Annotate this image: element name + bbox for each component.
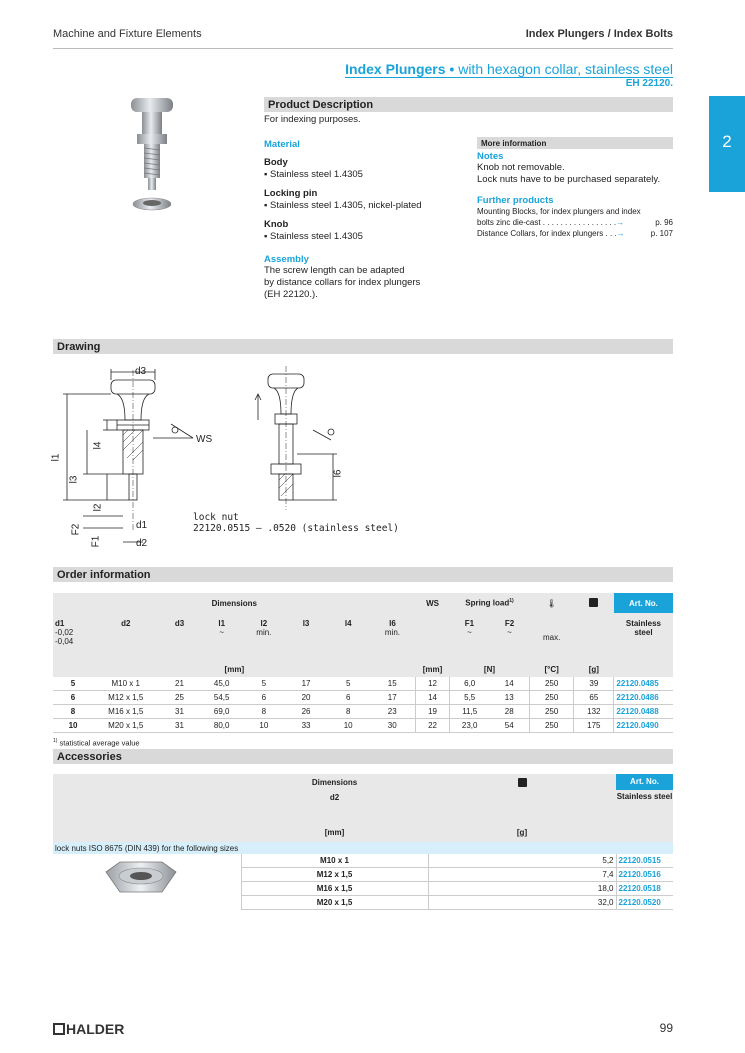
arrow-right-icon: → xyxy=(616,229,625,238)
order-col-stainless: Stainless steel xyxy=(614,613,673,661)
title-code: EH 22120. xyxy=(625,78,673,89)
acc-unit-g: [g] xyxy=(428,828,616,842)
running-header-left: Machine and Fixture Elements xyxy=(53,28,202,40)
order-cell: M10 x 1 xyxy=(93,677,158,691)
thermometer-icon: 🌡 xyxy=(530,593,574,613)
acc-cell: 32,0 xyxy=(428,896,616,910)
order-cell: 80,0 xyxy=(201,719,243,733)
order-cell: 6 xyxy=(53,691,93,705)
order-cell: 12 xyxy=(416,677,450,691)
material-block xyxy=(264,139,464,301)
order-cell: 20 xyxy=(285,691,327,705)
running-header-right: Index Plungers / Index Bolts xyxy=(525,28,673,40)
order-cell: 5 xyxy=(53,677,93,691)
product-description-bar: Product Description xyxy=(264,97,673,112)
order-cell: 22 xyxy=(416,719,450,733)
order-cell: 31 xyxy=(158,705,200,719)
product-title xyxy=(345,61,673,77)
acc-artno-link[interactable]: 22120.0516 xyxy=(616,868,673,882)
acc-head-blank xyxy=(53,774,241,828)
acc-caption: lock nuts ISO 8675 (DIN 439) for the following sizes xyxy=(53,842,673,854)
order-cell: 45,0 xyxy=(201,677,243,691)
drawing-label-F2: F2 xyxy=(70,523,82,536)
order-col-spring: Spring load$^{1)}$ xyxy=(449,593,529,613)
acc-artno-link[interactable]: 22120.0520 xyxy=(616,896,673,910)
acc-cell: 18,0 xyxy=(428,882,616,896)
order-cell: 31 xyxy=(158,719,200,733)
order-col-ws: WS xyxy=(416,593,450,613)
order-cell: 54 xyxy=(489,719,529,733)
order-col-d1: d1 -0,02 -0,04 xyxy=(53,613,93,661)
title-bullet: • xyxy=(449,61,455,77)
order-unit-mm: [mm] xyxy=(53,661,416,677)
order-cell: 26 xyxy=(285,705,327,719)
assembly-heading: Assembly xyxy=(264,254,309,265)
order-unit-C: [°C] xyxy=(530,661,574,677)
drawing-label-F1: F1 xyxy=(90,535,102,548)
header-rule xyxy=(53,48,673,49)
order-cell: 132 xyxy=(574,705,614,719)
pin-item: ▪ Stainless steel 1.4305, nickel-plated xyxy=(264,200,422,211)
title-sub: with hexagon collar, stainless steel xyxy=(458,61,673,77)
order-col-d3: d3 xyxy=(158,613,200,661)
knob-heading: Knob xyxy=(264,219,289,230)
order-col-l1: l1 ~ xyxy=(201,613,243,661)
order-artno-link[interactable]: 22120.0490 xyxy=(614,719,673,733)
order-cell: 8 xyxy=(327,705,369,719)
order-cell: 175 xyxy=(574,719,614,733)
acc-unit-mm: [mm] xyxy=(241,828,428,842)
lock-nut-photo xyxy=(98,858,184,898)
order-unit-g: [g] xyxy=(574,661,614,677)
order-cell: 25 xyxy=(158,691,200,705)
order-col-F2: F2 ~ xyxy=(489,613,529,661)
order-cell: 11,5 xyxy=(449,705,489,719)
further-link-mounting-blocks[interactable]: bolts zinc die-cast . . . . . . . . . . . . . . . . .→ p. 96 xyxy=(477,218,673,227)
acc-cell: 7,4 xyxy=(428,868,616,882)
order-group-dimensions: Dimensions xyxy=(53,593,416,613)
acc-unit-blank-2 xyxy=(616,828,673,842)
order-cell: 5,5 xyxy=(449,691,489,705)
order-cell: M20 x 1,5 xyxy=(93,719,158,733)
acc-col-artno: Art. No. Stainless steel xyxy=(616,774,673,828)
drawing-label-l4: l4 xyxy=(92,441,104,450)
order-cell: 14 xyxy=(416,691,450,705)
order-cell: 17 xyxy=(285,677,327,691)
product-purpose: For indexing purposes. xyxy=(264,114,361,125)
acc-cell: M20 x 1,5 xyxy=(241,896,428,910)
notes-heading: Notes xyxy=(477,151,504,162)
assembly-line-3: (EH 22120.). xyxy=(264,289,318,300)
further-line-1: Mounting Blocks, for index plungers and index xyxy=(477,207,641,216)
order-cell: 14 xyxy=(489,677,529,691)
weight-icon xyxy=(428,774,616,828)
order-col-ws-body xyxy=(416,613,450,661)
drawing-label-d2: d2 xyxy=(136,538,148,549)
order-cell: 10 xyxy=(327,719,369,733)
acc-col-dimensions: Dimensions d2 xyxy=(241,774,428,828)
order-cell: 39 xyxy=(574,677,614,691)
order-cell: 33 xyxy=(285,719,327,733)
drawing-label-d3: d3 xyxy=(135,366,147,377)
drawing-label-d1: d1 xyxy=(136,520,148,531)
order-col-l2: l2 min. xyxy=(243,613,285,661)
acc-cell: 5,2 xyxy=(428,854,616,868)
order-table xyxy=(53,593,673,748)
drawing-label-ws: WS xyxy=(196,434,213,445)
order-unit-N: [N] xyxy=(449,661,529,677)
order-cell: 23 xyxy=(369,705,415,719)
title-main: Index Plungers xyxy=(345,61,446,77)
order-cell: 5 xyxy=(243,677,285,691)
pin-heading: Locking pin xyxy=(264,188,318,199)
order-col-l3: l3 xyxy=(285,613,327,661)
weight-icon xyxy=(574,593,614,613)
order-col-d2: d2 xyxy=(93,613,158,661)
order-cell: 250 xyxy=(530,719,574,733)
table-row xyxy=(53,705,673,719)
order-col-weight xyxy=(574,613,614,661)
order-col-artno: Art. No. xyxy=(614,593,673,613)
order-cell: M16 x 1,5 xyxy=(93,705,158,719)
order-footnote: $^{1)}$ statistical average value xyxy=(53,738,140,748)
table-row xyxy=(53,719,673,733)
assembly-line-1: The screw length can be adapted xyxy=(264,265,405,276)
title-rule xyxy=(345,77,673,78)
further-heading: Further products xyxy=(477,195,554,206)
order-cell: 28 xyxy=(489,705,529,719)
page-number: 99 xyxy=(659,1021,673,1035)
more-info-bar: More information xyxy=(477,137,673,149)
halder-logo-icon xyxy=(53,1023,65,1035)
order-cell: 30 xyxy=(369,719,415,733)
order-col-temp: max. xyxy=(530,613,574,661)
index-plunger-photo xyxy=(120,94,190,214)
order-cell: 6 xyxy=(327,691,369,705)
order-artno-link[interactable]: 22120.0488 xyxy=(614,705,673,719)
assembly-line-2: by distance collars for index plungers xyxy=(264,277,421,288)
halder-logo: HALDER xyxy=(53,1021,124,1037)
order-cell: 10 xyxy=(53,719,93,733)
knob-item: ▪ Stainless steel 1.4305 xyxy=(264,231,363,242)
more-info-block xyxy=(477,151,677,239)
acc-unit-blank xyxy=(53,828,241,842)
order-cell: 21 xyxy=(158,677,200,691)
order-col-F1: F1 ~ xyxy=(449,613,489,661)
acc-artno-link[interactable]: 22120.0518 xyxy=(616,882,673,896)
body-heading: Body xyxy=(264,157,288,168)
order-cell: 6 xyxy=(243,691,285,705)
drawing-label-l1: l1 xyxy=(50,453,62,462)
order-cell: 65 xyxy=(574,691,614,705)
chapter-tab[interactable]: 2 xyxy=(709,96,745,192)
order-cell: 15 xyxy=(369,677,415,691)
order-cell: 250 xyxy=(530,705,574,719)
further-link-distance-collars[interactable]: Distance Collars, for index plungers . . .→ p. 107 xyxy=(477,229,673,238)
acc-cell: M16 x 1,5 xyxy=(241,882,428,896)
order-artno-link[interactable]: 22120.0486 xyxy=(614,691,673,705)
order-info-bar: Order information xyxy=(53,567,673,582)
order-cell: 19 xyxy=(416,705,450,719)
order-cell: 250 xyxy=(530,691,574,705)
note-1: Knob not removable. xyxy=(477,162,565,173)
drawing-bar: Drawing xyxy=(53,339,673,354)
material-heading: Material xyxy=(264,139,300,150)
order-cell: 17 xyxy=(369,691,415,705)
accessories-bar: Accessories xyxy=(53,749,673,764)
body-item: ▪ Stainless steel 1.4305 xyxy=(264,169,363,180)
order-cell: 10 xyxy=(243,719,285,733)
locknut-caption-2: 22120.0515 – .0520 (stainless steel) xyxy=(193,523,399,534)
order-unit-blank xyxy=(614,661,673,677)
order-cell: 69,0 xyxy=(201,705,243,719)
order-cell: 23,0 xyxy=(449,719,489,733)
acc-cell: M12 x 1,5 xyxy=(241,868,428,882)
order-cell: 6,0 xyxy=(449,677,489,691)
order-cell: 8 xyxy=(53,705,93,719)
order-col-l6: l6 min. xyxy=(369,613,415,661)
order-cell: 54,5 xyxy=(201,691,243,705)
order-cell: 8 xyxy=(243,705,285,719)
acc-artno-link[interactable]: 22120.0515 xyxy=(616,854,673,868)
order-unit-mm-ws: [mm] xyxy=(416,661,450,677)
table-row xyxy=(53,677,673,691)
drawing-label-l3: l3 xyxy=(68,475,80,484)
note-2: Lock nuts have to be purchased separately. xyxy=(477,174,661,185)
order-artno-link[interactable]: 22120.0485 xyxy=(614,677,673,691)
order-cell: 13 xyxy=(489,691,529,705)
arrow-right-icon: → xyxy=(616,218,625,227)
order-col-l4: l4 xyxy=(327,613,369,661)
order-cell: M12 x 1,5 xyxy=(93,691,158,705)
order-cell: 5 xyxy=(327,677,369,691)
table-row xyxy=(53,691,673,705)
locknut-caption-1: lock nut xyxy=(193,512,239,523)
acc-cell: M10 x 1 xyxy=(241,854,428,868)
drawing-label-l2: l2 xyxy=(92,503,104,512)
drawing-label-l6: l6 xyxy=(332,469,344,478)
order-cell: 250 xyxy=(530,677,574,691)
